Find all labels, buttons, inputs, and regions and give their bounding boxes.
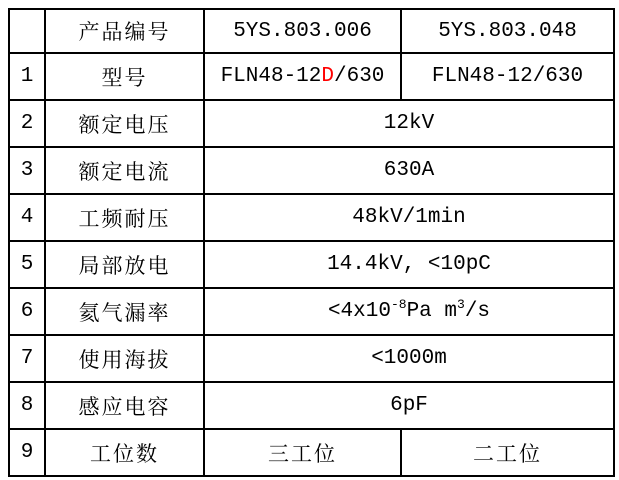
cell-index: 8 <box>9 382 45 429</box>
cell-index: 9 <box>9 429 45 476</box>
cell-value-merged: 14.4kV, <10pC <box>204 241 614 288</box>
cell-index: 5 <box>9 241 45 288</box>
table-row <box>9 147 614 194</box>
cell-value-merged: 12kV <box>204 100 614 147</box>
cell-value-merged <box>204 288 614 335</box>
cell-value-right: FLN48-12/630 <box>401 53 614 100</box>
cell-label: 额定电流 <box>45 147 204 194</box>
table-row <box>9 100 614 147</box>
cell-index: 1 <box>9 53 45 100</box>
cell-index: 3 <box>9 147 45 194</box>
table-row <box>9 241 614 288</box>
model-suffix: /630 <box>334 65 385 88</box>
model-prefix: FLN48-12 <box>220 65 322 88</box>
cell-index: 4 <box>9 194 45 241</box>
product-spec-table <box>8 8 615 477</box>
cell-value-left <box>204 53 401 100</box>
cell-index: 7 <box>9 335 45 382</box>
cell-label: 工频耐压 <box>45 194 204 241</box>
cell-label: 氦气漏率 <box>45 288 204 335</box>
cell-value-merged: 48kV/1min <box>204 194 614 241</box>
table-row <box>9 382 614 429</box>
header-row <box>9 9 614 53</box>
cell-label: 型号 <box>45 53 204 100</box>
table-row <box>9 194 614 241</box>
leak-rate-unit: Pa m <box>406 300 457 323</box>
cell-value-right: 二工位 <box>401 429 614 476</box>
cell-label: 产品编号 <box>45 9 204 53</box>
model-highlight-letter: D <box>321 65 334 88</box>
cell-index: 6 <box>9 288 45 335</box>
cell-index <box>9 9 45 53</box>
table-row <box>9 53 614 100</box>
cell-label: 感应电容 <box>45 382 204 429</box>
cell-label: 使用海拔 <box>45 335 204 382</box>
leak-rate-exponent: -8 <box>390 297 407 312</box>
cell-value-merged: <1000m <box>204 335 614 382</box>
cell-value-merged: 6pF <box>204 382 614 429</box>
cell-label: 局部放电 <box>45 241 204 288</box>
cell-value-merged: 630A <box>204 147 614 194</box>
cell-index: 2 <box>9 100 45 147</box>
cell-value-left: 5YS.803.006 <box>204 9 401 53</box>
leak-rate-cubed: 3 <box>457 297 465 312</box>
cell-value-right: 5YS.803.048 <box>401 9 614 53</box>
table-row <box>9 429 614 476</box>
table-row <box>9 288 614 335</box>
cell-value-left: 三工位 <box>204 429 401 476</box>
leak-rate-base: <4x10 <box>327 300 391 323</box>
leak-rate-per-second: /s <box>464 300 491 323</box>
cell-label: 额定电压 <box>45 100 204 147</box>
cell-label: 工位数 <box>45 429 204 476</box>
table-row <box>9 335 614 382</box>
